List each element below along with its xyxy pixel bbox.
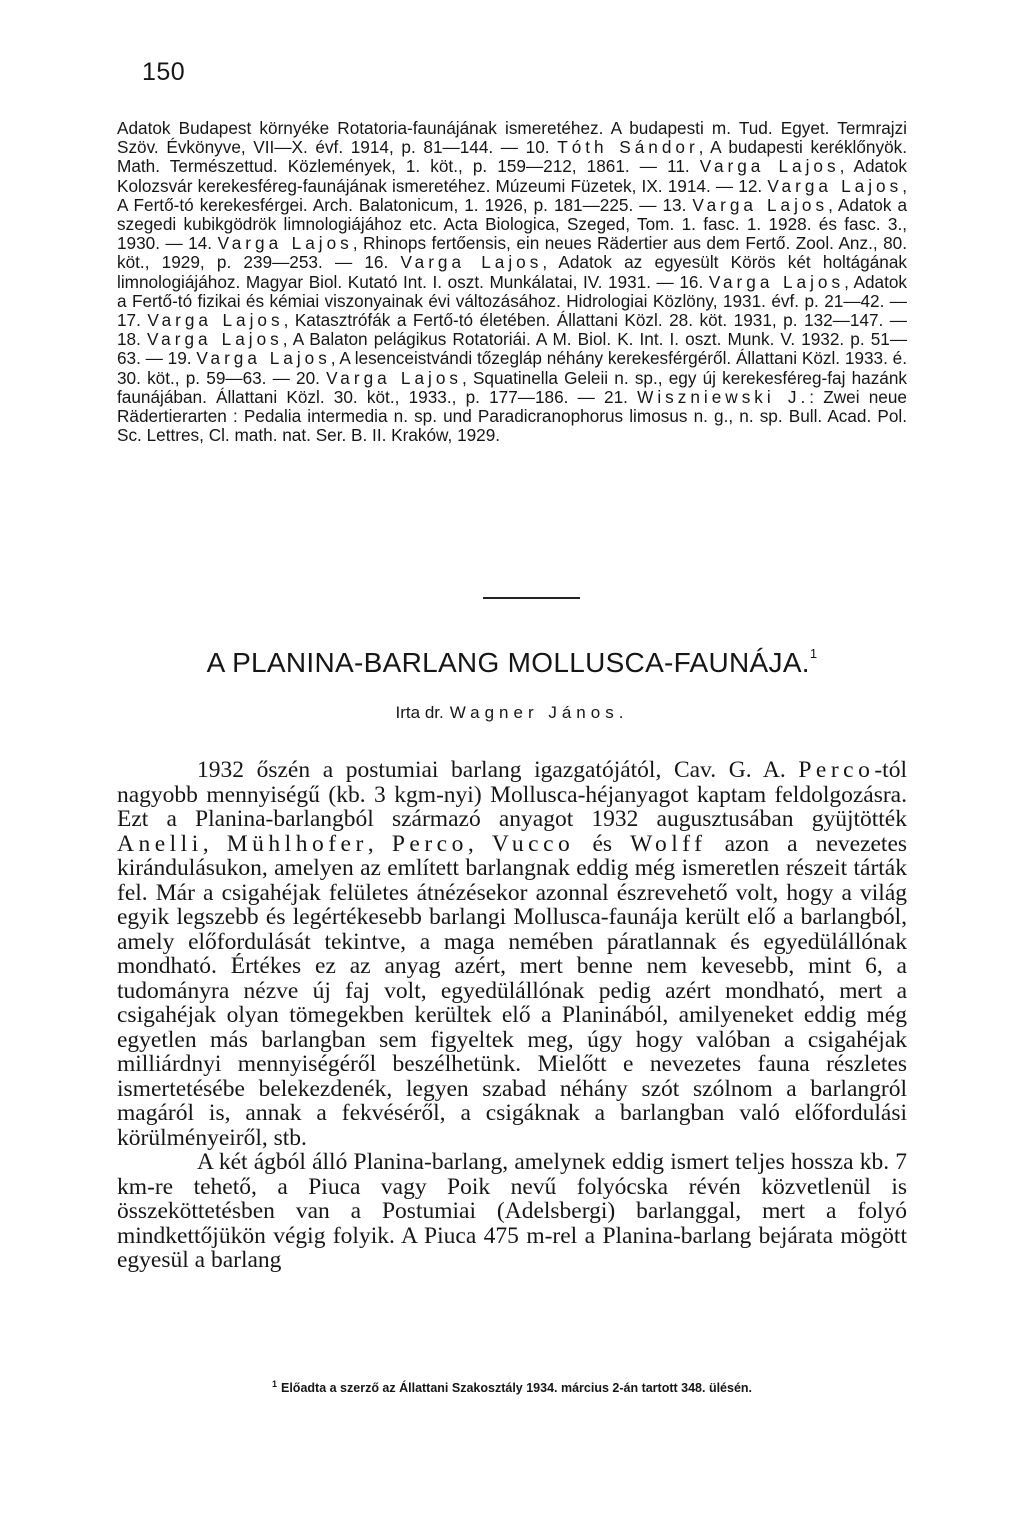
page-number: 150 [142,58,186,86]
author-name: Varga Lajos [767,175,903,196]
author-name: Varga Lajos [326,367,462,388]
author-name: Wagner János. [449,703,629,722]
reference-paragraph: Adatok Budapest környéke Rotatoria-faunájának ismeretéhez. A budapesti m. Tud. Egyet. Termrajzi Szöv. Évkönyve, VII—X. évf. 1914, p. 81—144. — 10. Tóth Sándor, A budapesti keréklőnyök. Math. Természettud. Közlemények, 1. köt., p. 159—212, 1861. — 11. Varga Lajos, Adatok Kolozsvár kerekesféreg-faunájának ismeretéhez. Múzeumi Füzetek, IX. 1914. — 12. Varga Lajos, A Fertő-tó kerekesférgei. Arch. Balatonicum, 1. 1926, p. 181—225. — 13. Varga Lajos, Adatok a szegedi kubikgödrök limnologiájához etc. Acta Biologica, Szeged, Tom. 1. fasc. 1. 1928. és fasc. 3., 1930. — 14. Varga Lajos, Rhinops fertőensis, ein neues Rädertier aus dem Fertő. Zool. Anz., 80. köt., 1929, p. 239—253. — 16. Varga Lajos, Adatok az egyesült Körös két holtágának limnologiájához. Magyar Biol. Kutató Int. I. oszt. Munkálatai, IV. 1931. — 16. Varga Lajos, Adatok a Fertő-tó fizikai és kémiai viszonyainak évi változásához. Hidrologiai Közlöny, 1931. évf. p. 21—42. —17. Varga Lajos, Katasztrófák a Fertő-tó életében. Állattani Közl. 28. köt. 1931, p. 132—147. — 18. Varga Lajos, A Balaton pelágikus Rotatoriái. A M. Biol. K. Int. I. oszt. Munk. V. 1932. p. 51—63. — 19. Varga Lajos, A lesenceistvándi tőzegláp néhány kerekesférgéről. Állattani Közl. 1933. é. 30. köt., p. 59—63. — 20. Varga Lajos, Squatinella Geleii n. sp., egy új kerekesféreg-faj hazánk faunájában. Állattani Közl. 30. köt., 1933., p. 177—186. — 21. Wiszniewski J.: Zwei neue Rädertierarten : Pedalia intermedia n. sp. und Paradicranophorus limosus n. g., n. sp. Bull. Acad. Pol. Sc. Lettres, Cl. math. nat. Ser. B. II. Kraków, 1929. [117,118,908,446]
section-divider [483,597,580,599]
body-paragraph: 1932 őszén a postumiai barlang igazgatójától, Cav. G. A. Perco-tól nagyobb mennyiségű (kb. 3 kgm-nyi) Mollusca-héjanyagot kaptam feldolgozásra. Ezt a Planina-barlangból származó anyagot 1932 augusztusában gyüjtötték Anelli, Mühlhofer, Perco, Vucco és Wolff azon a nevezetes kirándulásukon, amelyen az említett barlangnak eddig még ismeretlen részeit tárták fel. Már a csigahéjak felületes átnézésekor azonnal észrevehető volt, hogy a világ egyik legszebb és legértékesebb barlangi Mollusca-faunája került elő a barlangból, amely előfordulását tekintve, a maga nemében páratlannak és egyedülállónak mondható. Értékes ez az anyag azért, mert benne nem kevesebb, mint 6, a tudományra nézve új faj volt, egyedülállónak pedig azért mondható, mert a csigahéjak olyan tömegekben kerültek elő a Planinából, amilyeneket eddig még egyetlen más barlangban sem figyeltek meg, úgy hogy valóban a csigahéjak milliárdnyi mennyiségéről beszélhetünk. Mielőtt e nevezetes fauna részletes ismertetésébe belekezdenék, legyen szabad néhány szót szólnom a barlangról magáról is, annak a fekvéséről, a csigáknak a barlangban való előfordulási körülményeiről, stb. [117,757,908,1151]
body-paragraph: A két ágból álló Planina-barlang, amelynek eddig ismert teljes hossza kb. 7 km-re tehető, a Piuca vagy Poik nevű folyócska révén közvetlenül is összeköttetésben van a Postumiai (Adelsbergi) barlanggal, mert a folyó mindkettőjükön végig folyik. A Piuca 475 m-rel a Planina-barlang bejárata mögött egyesül a barlang [117,1149,907,1273]
person-name: Perco [798,757,875,783]
author-name: Varga Lajos [692,194,829,215]
reference-list [117,119,907,445]
byline: Irta dr. Wagner János. [395,703,629,722]
author-name: Varga Lajos [196,348,331,369]
person-name: Mühlhofer [226,830,368,857]
person-name: Vucco [491,830,575,857]
author-name: Varga Lajos [699,156,840,177]
footnote-marker: 1 [809,646,818,661]
article-body [117,758,907,1273]
author-name: Varga Lajos [400,252,543,273]
author-name: Varga Lajos [217,233,353,254]
author-name: Varga Lajos [708,271,845,292]
person-name: Anelli [117,830,203,857]
person-name: Perco [391,830,468,857]
author-name: Wiszniewski J. [637,386,810,407]
author-name: Varga Lajos [147,329,283,350]
author-name: Tóth Sándor [557,137,699,158]
author-name: Varga Lajos [147,310,284,331]
person-name: Wolff [630,830,707,857]
footnote-marker: 1 [271,1379,277,1389]
footnote: $^1$ Előadta a szerző az Állattani Szakosztály 1934. március 2-án tartott 348. ülésén. [271,1379,753,1395]
article-title: A PLANINA-BARLANG MOLLUSCA-FAUNÁJA.$^1$ [206,646,818,678]
